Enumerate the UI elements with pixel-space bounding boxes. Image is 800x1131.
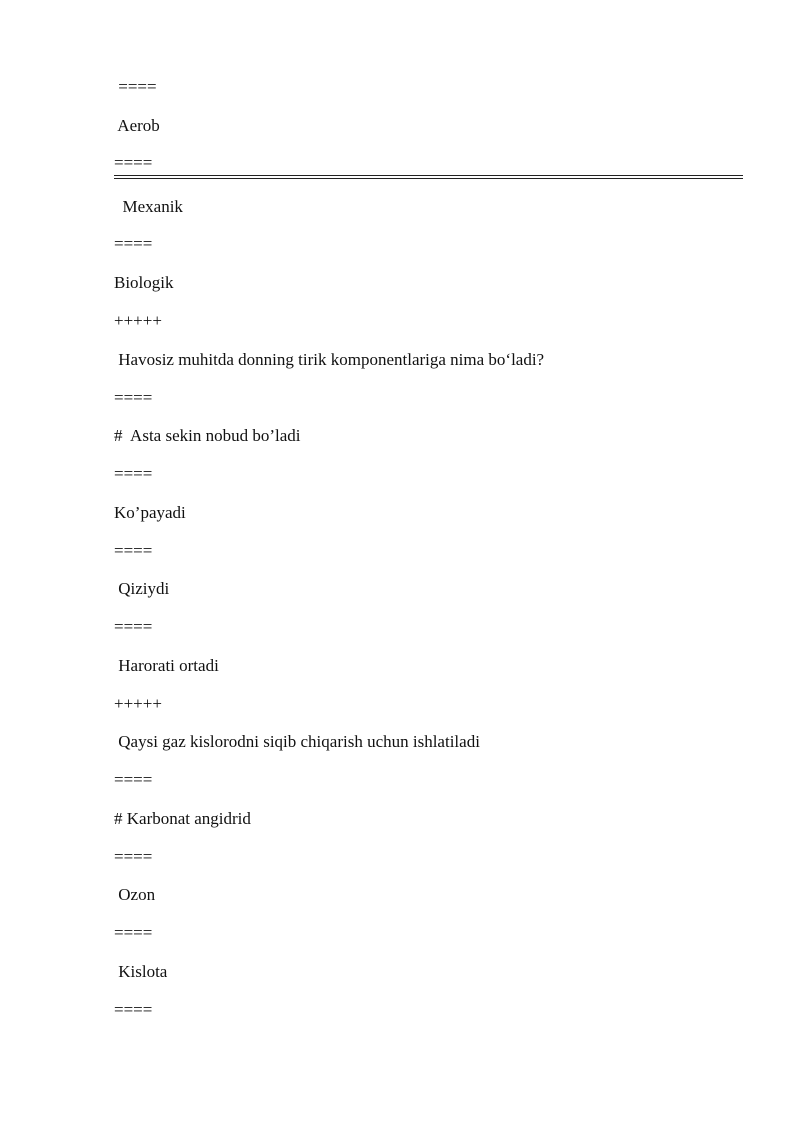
separator-line: ====	[114, 464, 153, 483]
separator-line: ====	[114, 770, 153, 789]
answer-option: Kislota	[114, 962, 168, 981]
answer-option: Mexanik	[114, 197, 183, 216]
question-text: Havosiz muhitda donning tirik komponentlariga nima bo‘ladi?	[114, 350, 545, 369]
correct-answer: # Karbonat angidrid	[114, 809, 251, 828]
separator-line: ====	[114, 923, 153, 942]
double-rule-bottom	[114, 178, 743, 179]
question-separator: +++++	[114, 311, 162, 330]
answer-option: Biologik	[114, 273, 174, 292]
separator-line: ====	[114, 617, 153, 636]
answer-option: Ko’payadi	[114, 503, 186, 522]
answer-option: Qiziydi	[114, 579, 170, 598]
answer-option: Ozon	[114, 885, 156, 904]
separator-line: ====	[114, 388, 153, 407]
separator-line: ====	[114, 153, 153, 172]
answer-option: Aerob	[114, 116, 160, 135]
question-separator: +++++	[114, 694, 162, 713]
correct-answer: # Asta sekin nobud bo’ladi	[114, 426, 301, 445]
separator-line: ====	[114, 77, 157, 96]
separator-line: ====	[114, 234, 153, 253]
question-text: Qaysi gaz kislorodni siqib chiqarish uchun ishlatiladi	[114, 732, 480, 751]
separator-line: ====	[114, 541, 153, 560]
double-rule-top	[114, 175, 743, 176]
answer-option: Harorati ortadi	[114, 656, 219, 675]
separator-line: ====	[114, 1000, 153, 1019]
separator-line: ====	[114, 847, 153, 866]
